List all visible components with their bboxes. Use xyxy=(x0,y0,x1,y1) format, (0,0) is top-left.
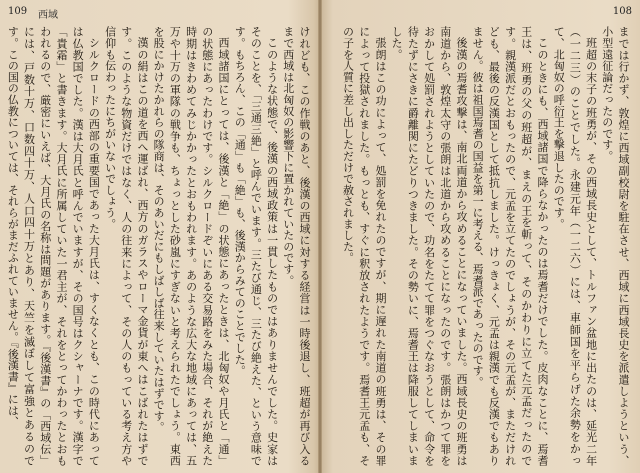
paragraph: 漢の絹はこの道を西へ運ばれ、西方のガラスやローマ金貨が東へはこばれたはずです。このような物資だけではなく、人の往来によって、その人のもっている考え方や信仰も伝わったにちがいないでしょう。 xyxy=(103,26,149,466)
paragraph: 張朗はこの功によって、処罰を免れたのですが、期に遅れた南道の班勇は、その罪によって投獄されました。もっとも、すぐに釈放されたようです。焉耆王元孟も、その子を人質に差し出しただけで赦されました。 xyxy=(341,26,387,466)
left-page xyxy=(0,0,319,473)
paragraph: けれども、この作戦のあと、後漢の西域に対する経営は一時後退し、班超が再び入るまで西域は北匈奴の影響下に置かれていたのです。 xyxy=(281,26,311,466)
left-page-body xyxy=(6,26,312,466)
paragraph: 西域諸国にとっては、後漢と「絶」の状態にあったときは、北匈奴や月氏と「通」の状態にあったわけです。シルクロードぞいにある交易路をみた場合、それが絶えた時期はきわめてみじかかったとおもわれます。あのような広大な地域にあっては、五万や十万の軍隊の戦争も、ちょっとした砂嵐にすぎないと考えられたでしょう。東西を股にかけたかれらの隊商は、そのあいだにもしばしば往来していたはずです。 xyxy=(152,26,230,466)
paragraph: 後漢の焉耆攻撃は、南北両道から攻めることになっていました。西域長史の班勇は南道から、敦煌太守の張朗は北道から攻めることになったのです。張朗はかつて罪をおかして処罰されようとしていたので、功名をたてて罪をつぐなおうとして、命令を待たずにさきに爵離関にたどりつきました。その勢いに、焉耆王は降服してしまいました。 xyxy=(390,26,468,466)
paragraph: このような状態で、後漢の西域政策は一貫したものではありませんでした。史家はそのことを、「三通三絶」と呼んでいます。三たび通じ、三たび絶えた、という意味です。もちろん、この「通」も「絶」も、後漢からみてのことでした。 xyxy=(233,26,279,466)
paragraph: このときにも、西域諸国で降らなかったのは焉耆だけでした。皮肉なことに、焉耆王は、班勇の父の班超が、まえの王を斬って、そのかわりに立てた元孟だったのです。親漢派だとおもったので、元孟を立てたのでしょうが、その元孟が、まただけれども、最後の反漢国として抵抗しました。けっきょく、元孟は親漢でも反漢でもありません。彼は祖国焉耆の国益を第一に考える、焉耆派であったのです。 xyxy=(471,26,549,466)
page-number-right: 108 xyxy=(612,6,632,17)
page-number-left: 109 xyxy=(8,6,28,17)
right-page-body xyxy=(327,26,631,466)
paragraph: シルクロードの西部の重要国であった大月氏は、すくなくとも、この時代にあっては仏教国でした。漢は大月氏と呼んでいますが、その国号はクシャーナです。漢字で「貴霜」と書きます。大月氏に所属していた一君主が、それをとってかわったとおもわれるので、厳密にいえば、大月氏の名称は問題があります。『後漢書』の「西域伝」には、戸数十万、口数四十万、人口四十万とあり、天竺を滅ぼして富強とあるのです。この国の仏教については、それらがまだふれていません。『後漢書』には、 xyxy=(6,26,101,466)
running-head: 西域 xyxy=(38,10,58,21)
paragraph: までは行かず、敦煌に西域副校尉を駐在させ、西域に西域長史を派遣しようという、小型遠征論だったのです。 xyxy=(600,26,630,466)
right-page xyxy=(321,0,640,473)
paragraph: 班超の末子の班勇が、その西域長史として、トルファン盆地に出たのは、延光二年（一二三）のことでした。永建元年（一二六）には、車師国を平らげた余勢をかって、北匈奴の呼衍王を撃退したのです。 xyxy=(552,26,598,466)
